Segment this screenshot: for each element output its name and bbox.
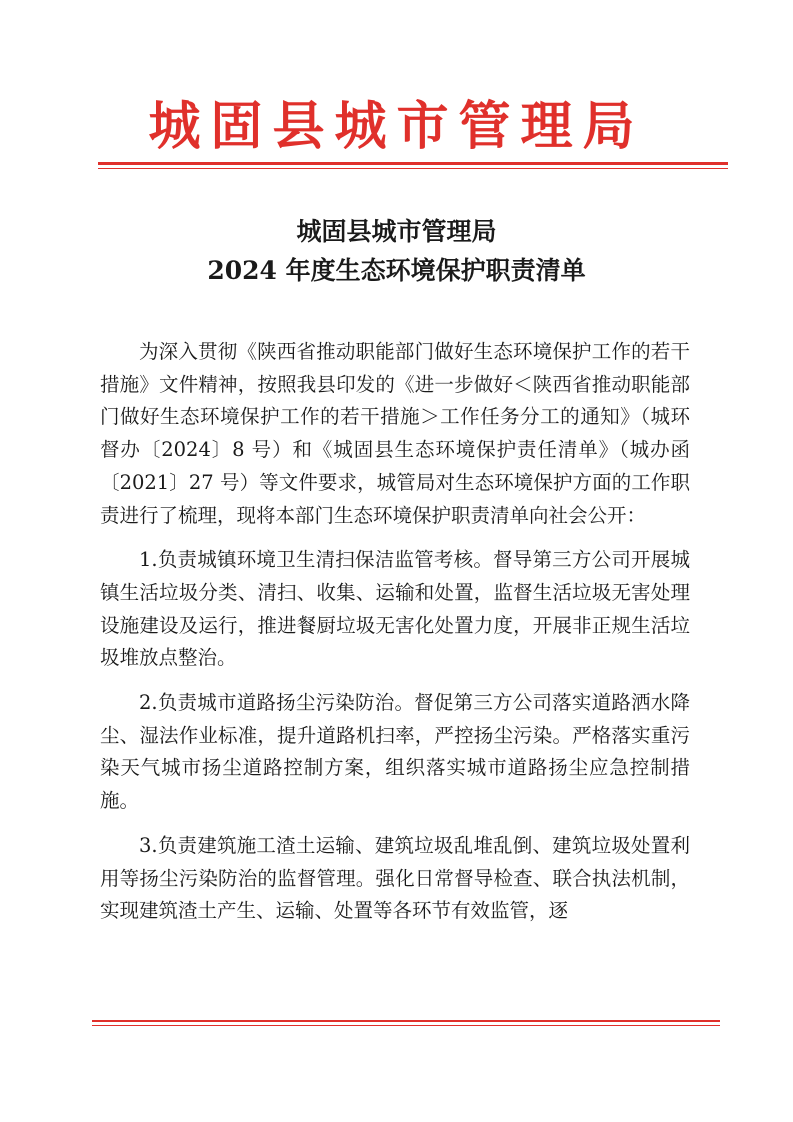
- footer-rule-thin: [92, 1025, 720, 1026]
- paragraph-item-3: 3.负责建筑施工渣土运输、建筑垃圾乱堆乱倒、建筑垃圾处置利用等扬尘污染防治的监督管理。强化日常督导检查、联合执法机制，实现建筑渣土产生、运输、处置等各环节有效监管，逐: [100, 833, 690, 923]
- letterhead-rule-thin: [98, 168, 728, 169]
- letterhead-title: 城固县城市管理局: [148, 96, 645, 157]
- letterhead-rule: [98, 162, 728, 165]
- paragraph-intro: 为深入贯彻《陕西省推动职能部门做好生态环境保护工作的若干措施》文件精神，按照我县印发的《进一步做好＜陕西省推动职能部门做好生态环境保护工作的若干措施＞工作任务分工的通知》（城环督办〔2024〕8 号）和《城固县生态环境保护责任清单》（城办函〔2021〕27 号）等文件要求，城管局对生态环境保护方面的工作职责进行了梳理，现将本部门生态环境保护职责清单向社会公开：: [100, 340, 690, 527]
- document-title-line-1: 城固县城市管理局: [296, 217, 497, 246]
- paragraph-item-2: 2.负责城市道路扬尘污染防治。督促第三方公司落实道路洒水降尘、湿法作业标准，提升道路机扫率，严控扬尘污染。严格落实重污染天气城市扬尘道路控制方案，组织落实城市道路扬尘应急控制措施。: [100, 691, 690, 813]
- document-title-line-2: 2024 年度生态环境保护职责清单: [207, 256, 586, 285]
- paragraph-item-1: 1.负责城镇环境卫生清扫保洁监管考核。督导第三方公司开展城镇生活垃圾分类、清扫、收集、运输和处置，监督生活垃圾无害处理设施建设及运行，推进餐厨垃圾无害化处置力度，开展非正规生活垃圾堆放点整治。: [100, 548, 690, 670]
- document-body: [100, 336, 690, 940]
- footer-rule: [92, 1020, 720, 1022]
